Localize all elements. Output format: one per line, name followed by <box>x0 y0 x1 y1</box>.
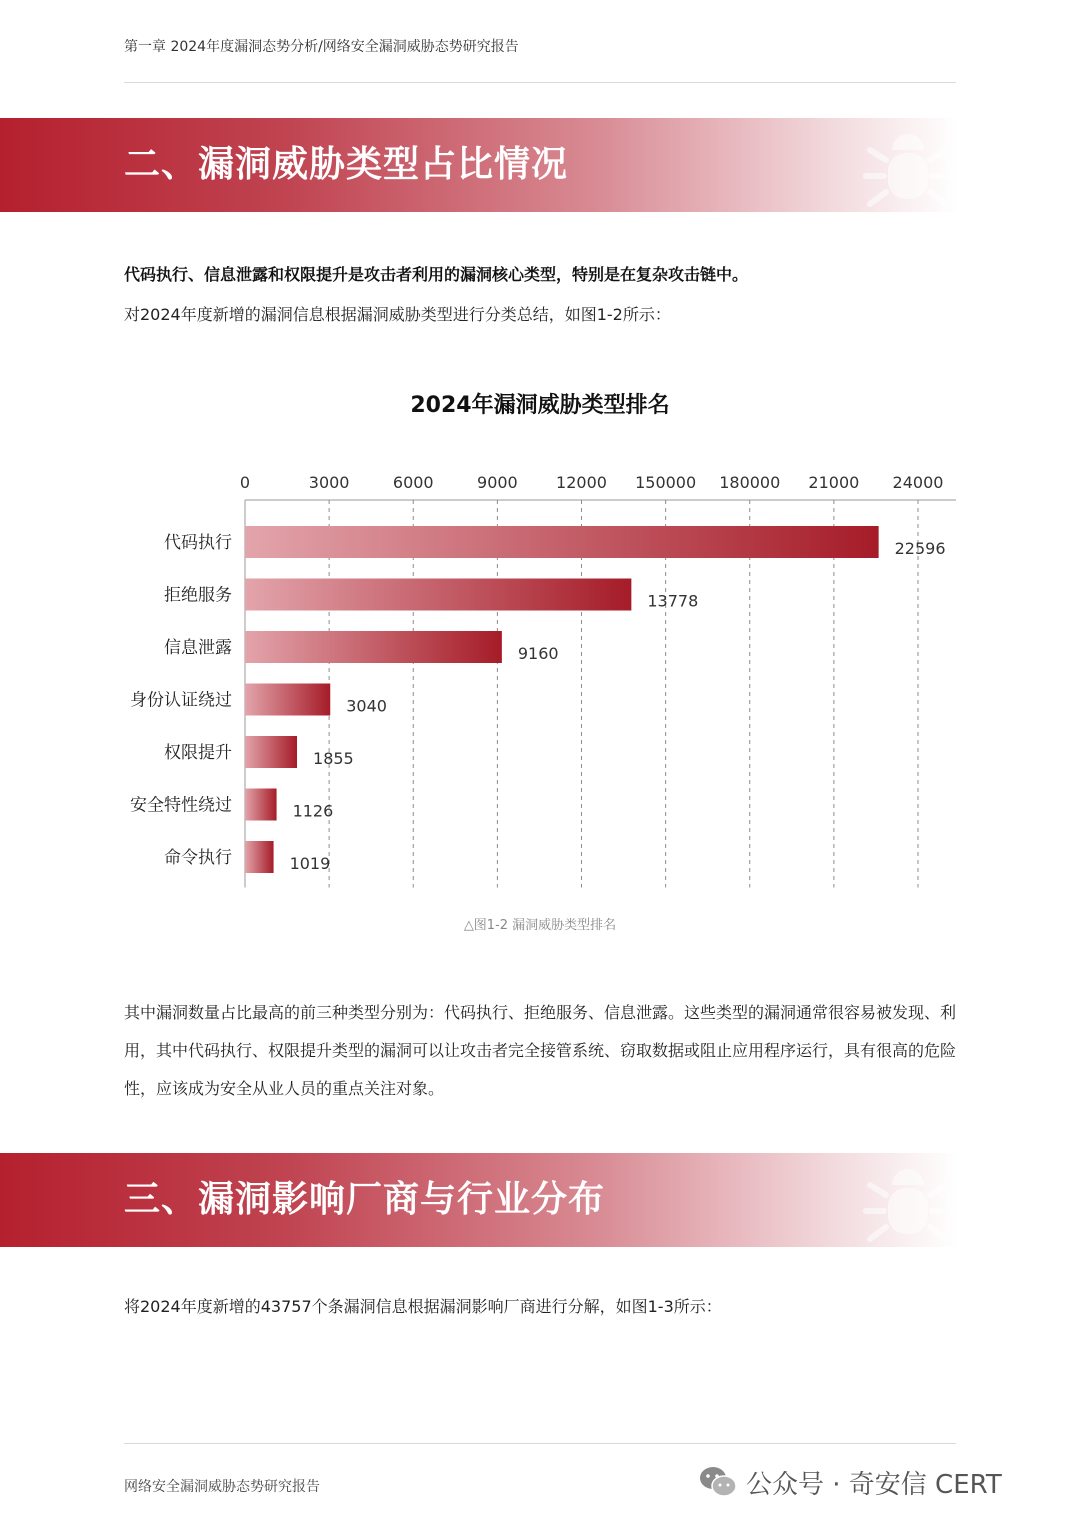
wechat-icon <box>698 1465 738 1499</box>
figure-caption: △图1-2 漏洞威胁类型排名 <box>463 918 617 933</box>
chart-title: 2024年漏洞威胁类型排名 <box>410 393 670 418</box>
intro-bold: 代码执行、信息泄露和权限提升是攻击者利用的漏洞核心类型，特别是在复杂攻击链中。 <box>124 265 749 284</box>
x-tick-label: 0 <box>239 473 251 492</box>
value-label: 13778 <box>647 591 699 611</box>
bar-chart <box>0 460 1080 900</box>
intro-text: 对2024年度新增的漏洞信息根据漏洞威胁类型进行分类总结，如图1-2所示： <box>124 305 671 324</box>
value-label: 22596 <box>894 539 946 558</box>
value-label: 9160 <box>517 644 559 663</box>
bug-icon <box>862 1155 954 1245</box>
header-divider <box>124 82 956 83</box>
section-title-3: 三、漏洞影响厂商与行业分布 <box>124 1179 606 1220</box>
bug-icon <box>862 120 954 210</box>
value-label: 1019 <box>289 854 331 873</box>
x-tick-label: 12000 <box>556 473 607 492</box>
watermark-text: 公众号 · 奇安信 CERT <box>746 1469 1002 1500</box>
value-label: 1855 <box>313 749 354 768</box>
category-label: 身份认证绕过 <box>130 690 232 711</box>
footer-divider <box>124 1443 956 1444</box>
bar <box>245 841 274 873</box>
section-title-2: 二、漏洞威胁类型占比情况 <box>124 144 569 185</box>
bar <box>245 789 277 821</box>
watermark <box>698 1462 1002 1502</box>
bar <box>245 631 502 663</box>
x-tick-label: 21000 <box>808 473 860 492</box>
running-footer: 网络安全漏洞威胁态势研究报告 <box>124 1479 320 1495</box>
section3-text: 将2024年度新增的43757个条漏洞信息根据漏洞影响厂商进行分解，如图1-3所示： <box>124 1297 722 1316</box>
category-label: 权限提升 <box>164 743 232 763</box>
category-label: 代码执行 <box>164 533 232 553</box>
x-tick-label: 9000 <box>477 473 518 492</box>
category-label: 命令执行 <box>164 848 232 868</box>
x-tick-label: 180000 <box>719 473 781 492</box>
bar <box>245 736 297 768</box>
category-label: 拒绝服务 <box>164 585 232 606</box>
bar <box>245 684 330 716</box>
analysis-paragraph: 其中漏洞数量占比最高的前三种类型分别为：代码执行、拒绝服务、信息泄露。这些类型的漏洞通常很容易被发现、利用，其中代码执行、权限提升类型的漏洞可以让攻击者完全接管系统、窃取数据或阻止应用程序运行，具有很高的危险性，应该成为安全从业人员的重点关注对象。 <box>124 1003 957 1098</box>
x-tick-label: 3000 <box>308 473 350 492</box>
section-banner-3 <box>0 1153 958 1247</box>
value-label: 3040 <box>346 696 387 716</box>
value-label: 1126 <box>292 801 334 821</box>
running-header: 第一章 2024年度漏洞态势分析/网络安全漏洞威胁态势研究报告 <box>124 39 519 55</box>
x-tick-label: 24000 <box>892 473 944 492</box>
bar <box>245 579 631 611</box>
section-banner-2 <box>0 118 958 212</box>
category-label: 安全特性绕过 <box>130 795 232 816</box>
category-label: 信息泄露 <box>164 638 232 658</box>
bar <box>245 526 879 558</box>
x-tick-label: 6000 <box>392 473 434 492</box>
x-tick-label: 150000 <box>635 473 697 492</box>
